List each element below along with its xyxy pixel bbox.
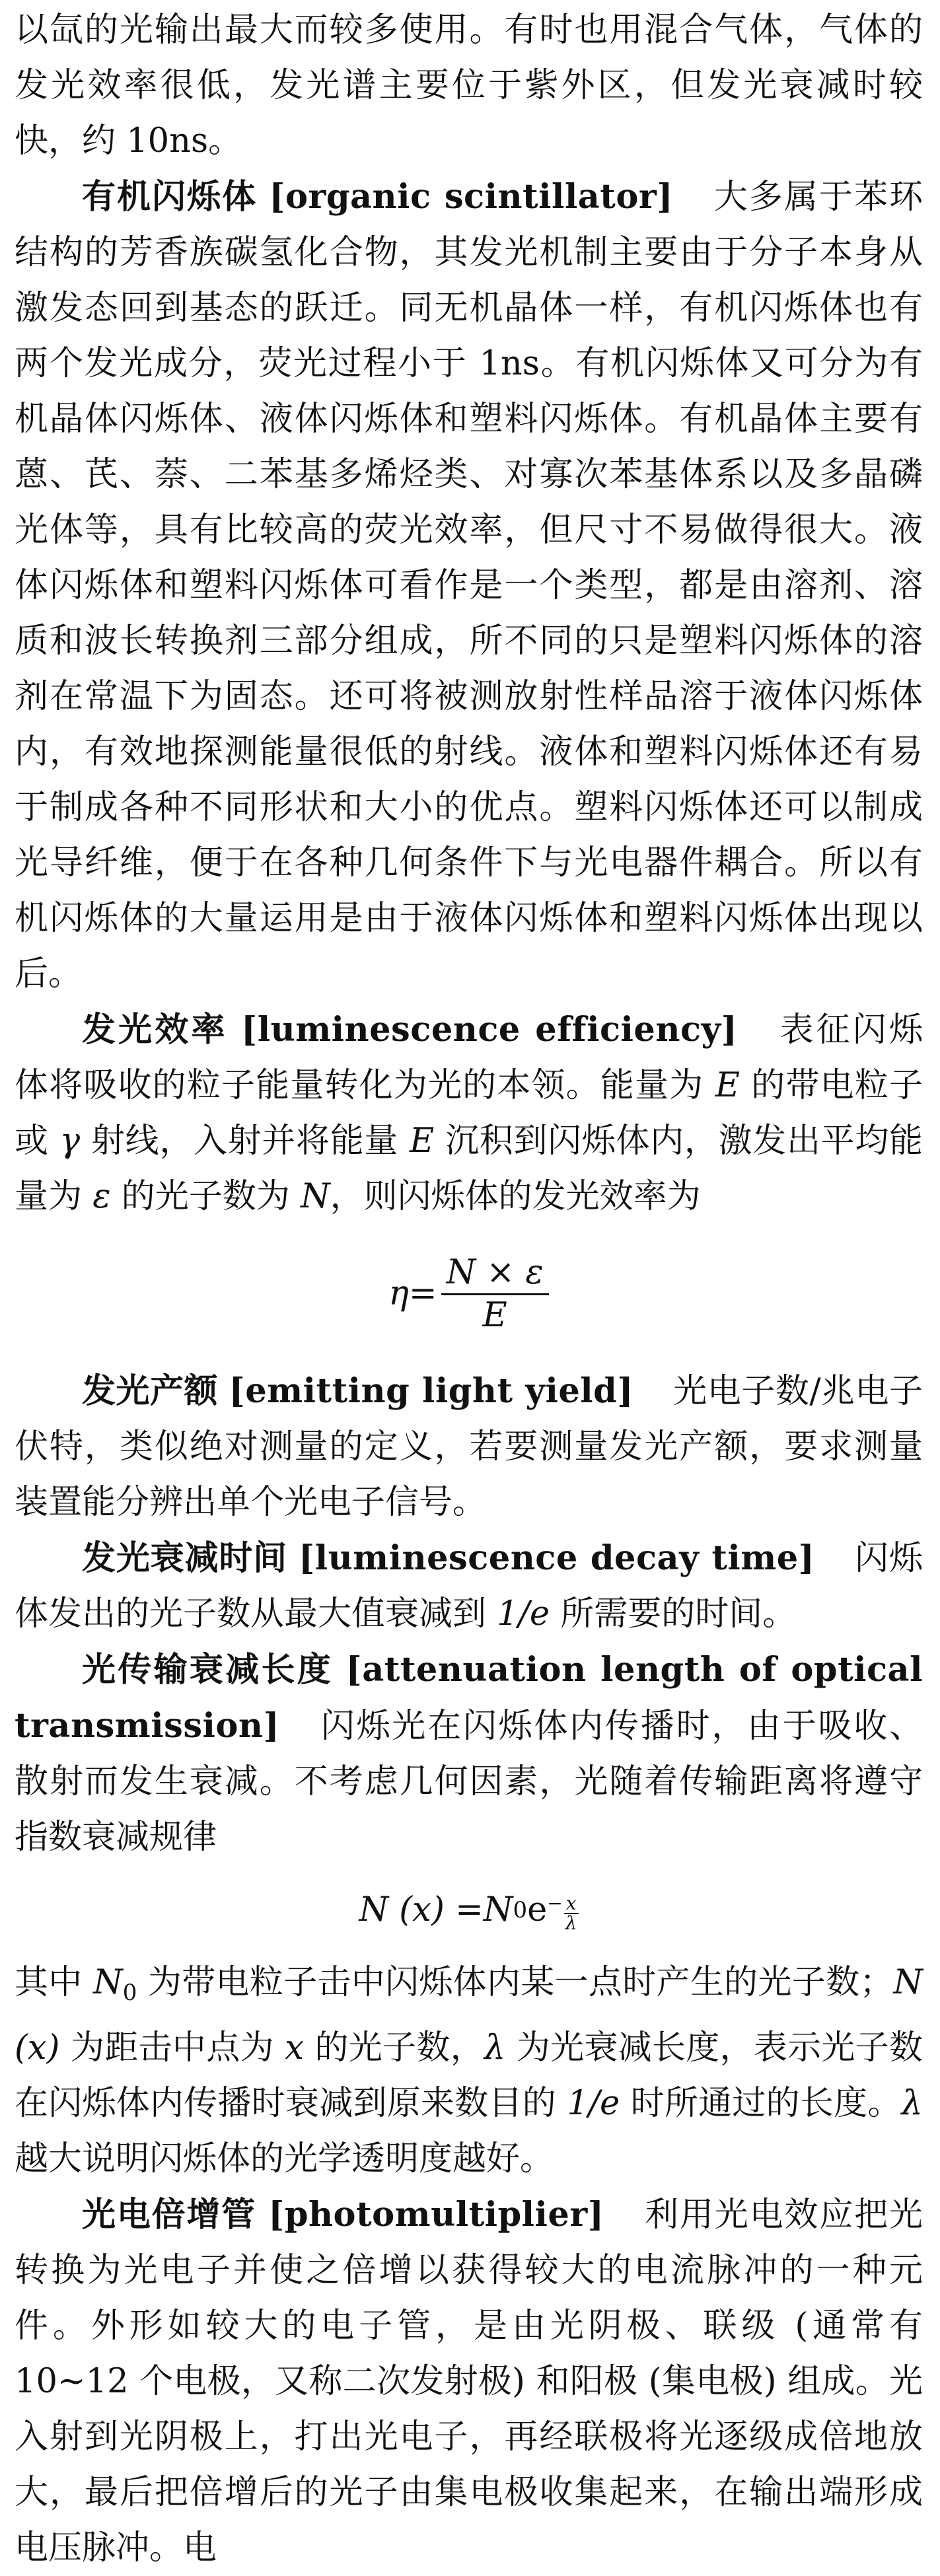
formula-exponent bbox=[547, 1876, 578, 1945]
math-symbol: ε bbox=[92, 1177, 111, 1216]
entry-attenuation-length bbox=[15, 1642, 923, 1865]
entry-english-term: [attenuation length of optical transmission] bbox=[15, 1650, 923, 1746]
intro-paragraph: 以氙的光输出最大而较多使用。有时也用混合气体，气体的发光效率很低，发光谱主要位于紫外区，但发光衰减时较快，约 10ns。 bbox=[15, 11, 923, 161]
exponent-numerator: x bbox=[564, 1894, 579, 1914]
entry-term: 发光产额 bbox=[82, 1372, 218, 1411]
entry-body-text: 越大说明闪烁体的光学透明度越好。 bbox=[15, 2139, 554, 2178]
entry-body: 光电子数/兆电子伏特，类似绝对测量的定义，若要测量发光产额，要求测量装置能分辨出单个光电子信号。 bbox=[15, 1372, 923, 1522]
entry-english-term: [organic scintillator] bbox=[269, 177, 673, 217]
entry-term: 有机闪烁体 bbox=[82, 178, 258, 217]
entry-body-text: 所需要的时间。 bbox=[550, 1594, 797, 1633]
math-symbol: λ bbox=[484, 2028, 506, 2067]
math-subscript: 0 bbox=[122, 1980, 137, 2006]
exponent-fraction bbox=[564, 1894, 579, 1933]
formula-lhs: η= bbox=[388, 1274, 437, 1313]
math-symbol: γ bbox=[59, 1122, 81, 1161]
exponent-denominator: λ bbox=[565, 1912, 577, 1934]
formula-lhs: N (x) =N bbox=[359, 1890, 513, 1929]
math-symbol: E bbox=[715, 1066, 740, 1105]
math-symbol: E bbox=[410, 1122, 435, 1161]
attenuation-formula bbox=[15, 1865, 923, 1955]
entry-photomultiplier bbox=[15, 2187, 923, 2576]
math-symbol: 1/e bbox=[567, 2084, 620, 2123]
exponent-sign: − bbox=[547, 1892, 563, 1914]
entry-english-term: [luminescence decay time] bbox=[299, 1538, 815, 1578]
math-symbol: λ bbox=[901, 2084, 923, 2123]
entry-term: 发光效率 bbox=[82, 1011, 228, 1050]
formula-base: e bbox=[527, 1890, 548, 1929]
entry-organic-scintillator bbox=[15, 169, 923, 1002]
attenuation-explanation bbox=[15, 1955, 923, 2187]
entry-body-text: 表征闪烁体将吸收的粒子能量转化为光的本领。能量为 bbox=[15, 1011, 923, 1105]
formula-subscript: 0 bbox=[513, 1897, 528, 1923]
math-symbol: N bbox=[93, 1963, 123, 2002]
entry-english-term: [luminescence efficiency] bbox=[241, 1010, 738, 1050]
entry-body-text: 的光子数为 bbox=[110, 1177, 301, 1216]
entry-body-text: 沉积到闪烁体内，激发出平均能量为 bbox=[15, 1122, 923, 1216]
formula-numerator: N × ε bbox=[441, 1252, 549, 1295]
entry-body-text: 为带电粒子击中闪烁体内某一点时产生的光子数； bbox=[137, 1963, 894, 2002]
entry-body: 利用光电效应把光转换为光电子并使之倍增以获得较大的电流脉冲的一种元件。外形如较大的电子管，是由光阴极、联级 (通常有 10~12 个电极，又称二次发射极) 和阳极 (集电极) 组成。光入射到光阴极上，打出光电子，再经联极将光逐级成倍地放大，最后把倍增后的光子由集电极收集起来，在输出端形成电压脉冲。电 bbox=[15, 2196, 923, 2567]
entry-body-text: 闪烁体发出的光子数从最大值衰减到 bbox=[15, 1539, 923, 1633]
math-symbol: x bbox=[285, 2028, 305, 2067]
math-symbol: 1/e bbox=[497, 1594, 550, 1633]
entry-english-term: [emitting light yield] bbox=[229, 1371, 633, 1411]
entry-english-term: [photomultiplier] bbox=[268, 2195, 604, 2235]
entry-emitting-light-yield bbox=[15, 1363, 923, 1530]
entry-luminescence-efficiency bbox=[15, 1002, 923, 1225]
entry-body-text: ，则闪烁体的发光效率为 bbox=[330, 1177, 701, 1216]
math-symbol: N bbox=[301, 1177, 330, 1216]
entry-body-text: 射线，入射并将能量 bbox=[80, 1122, 410, 1161]
entry-term: 光电倍增管 bbox=[82, 2196, 257, 2235]
entry-body: 大多属于苯环结构的芳香族碳氢化合物，其发光机制主要由于分子本身从激发态回到基态的跃迁。同无机晶体一样，有机闪烁体也有两个发光成分，荧光过程小于 1ns。有机闪烁体又可分为有机晶体闪烁体、液体闪烁体和塑料闪烁体。有机晶体主要有蒽、芪、萘、二苯基多烯烃类、对寡次苯基体系以及多晶磷光体等，具有比较高的荧光效率，但尺寸不易做得很大。液体闪烁体和塑料闪烁体可看作是一个类型，都是由溶剂、溶质和波长转换剂三部分组成，所不同的只是塑料闪烁体的溶剂在常温下为固态。还可将被测放射性样品溶于液体闪烁体内，有效地探测能量很低的射线。液体和塑料闪烁体还有易于制成各种不同形状和大小的优点。塑料闪烁体还可以制成光导纤维，便于在各种几何条件下与光电器件耦合。所以有机闪烁体的大量运用是由于液体闪烁体和塑料闪烁体出现以后。 bbox=[15, 178, 923, 993]
entry-term: 光传输衰减长度 bbox=[82, 1651, 334, 1690]
entry-luminescence-decay-time bbox=[15, 1530, 923, 1642]
entry-body-text: 的光子数， bbox=[304, 2028, 484, 2067]
entry-body-text: 为距击中点为 bbox=[59, 2028, 285, 2067]
math-symbol: N (x) bbox=[15, 1963, 923, 2067]
entry-body-text: 其中 bbox=[15, 1963, 94, 2002]
formula-denominator: E bbox=[482, 1295, 507, 1335]
entry-body-text: 时所通过的长度。 bbox=[620, 2084, 902, 2123]
efficiency-formula bbox=[15, 1225, 923, 1363]
formula-fraction bbox=[441, 1252, 549, 1336]
entry-body: 闪烁光在闪烁体内传播时，由于吸收、散射而发生衰减。不考虑几何因素，光随着传输距离将遵守指数衰减规律 bbox=[15, 1707, 923, 1857]
entry-body-text: 的带电粒子或 bbox=[15, 1066, 923, 1161]
entry-body-text: 为光衰减长度，表示光子数在闪烁体内传播时衰减到原来数目的 bbox=[15, 2028, 923, 2123]
entry-term: 发光衰减时间 bbox=[82, 1539, 288, 1578]
